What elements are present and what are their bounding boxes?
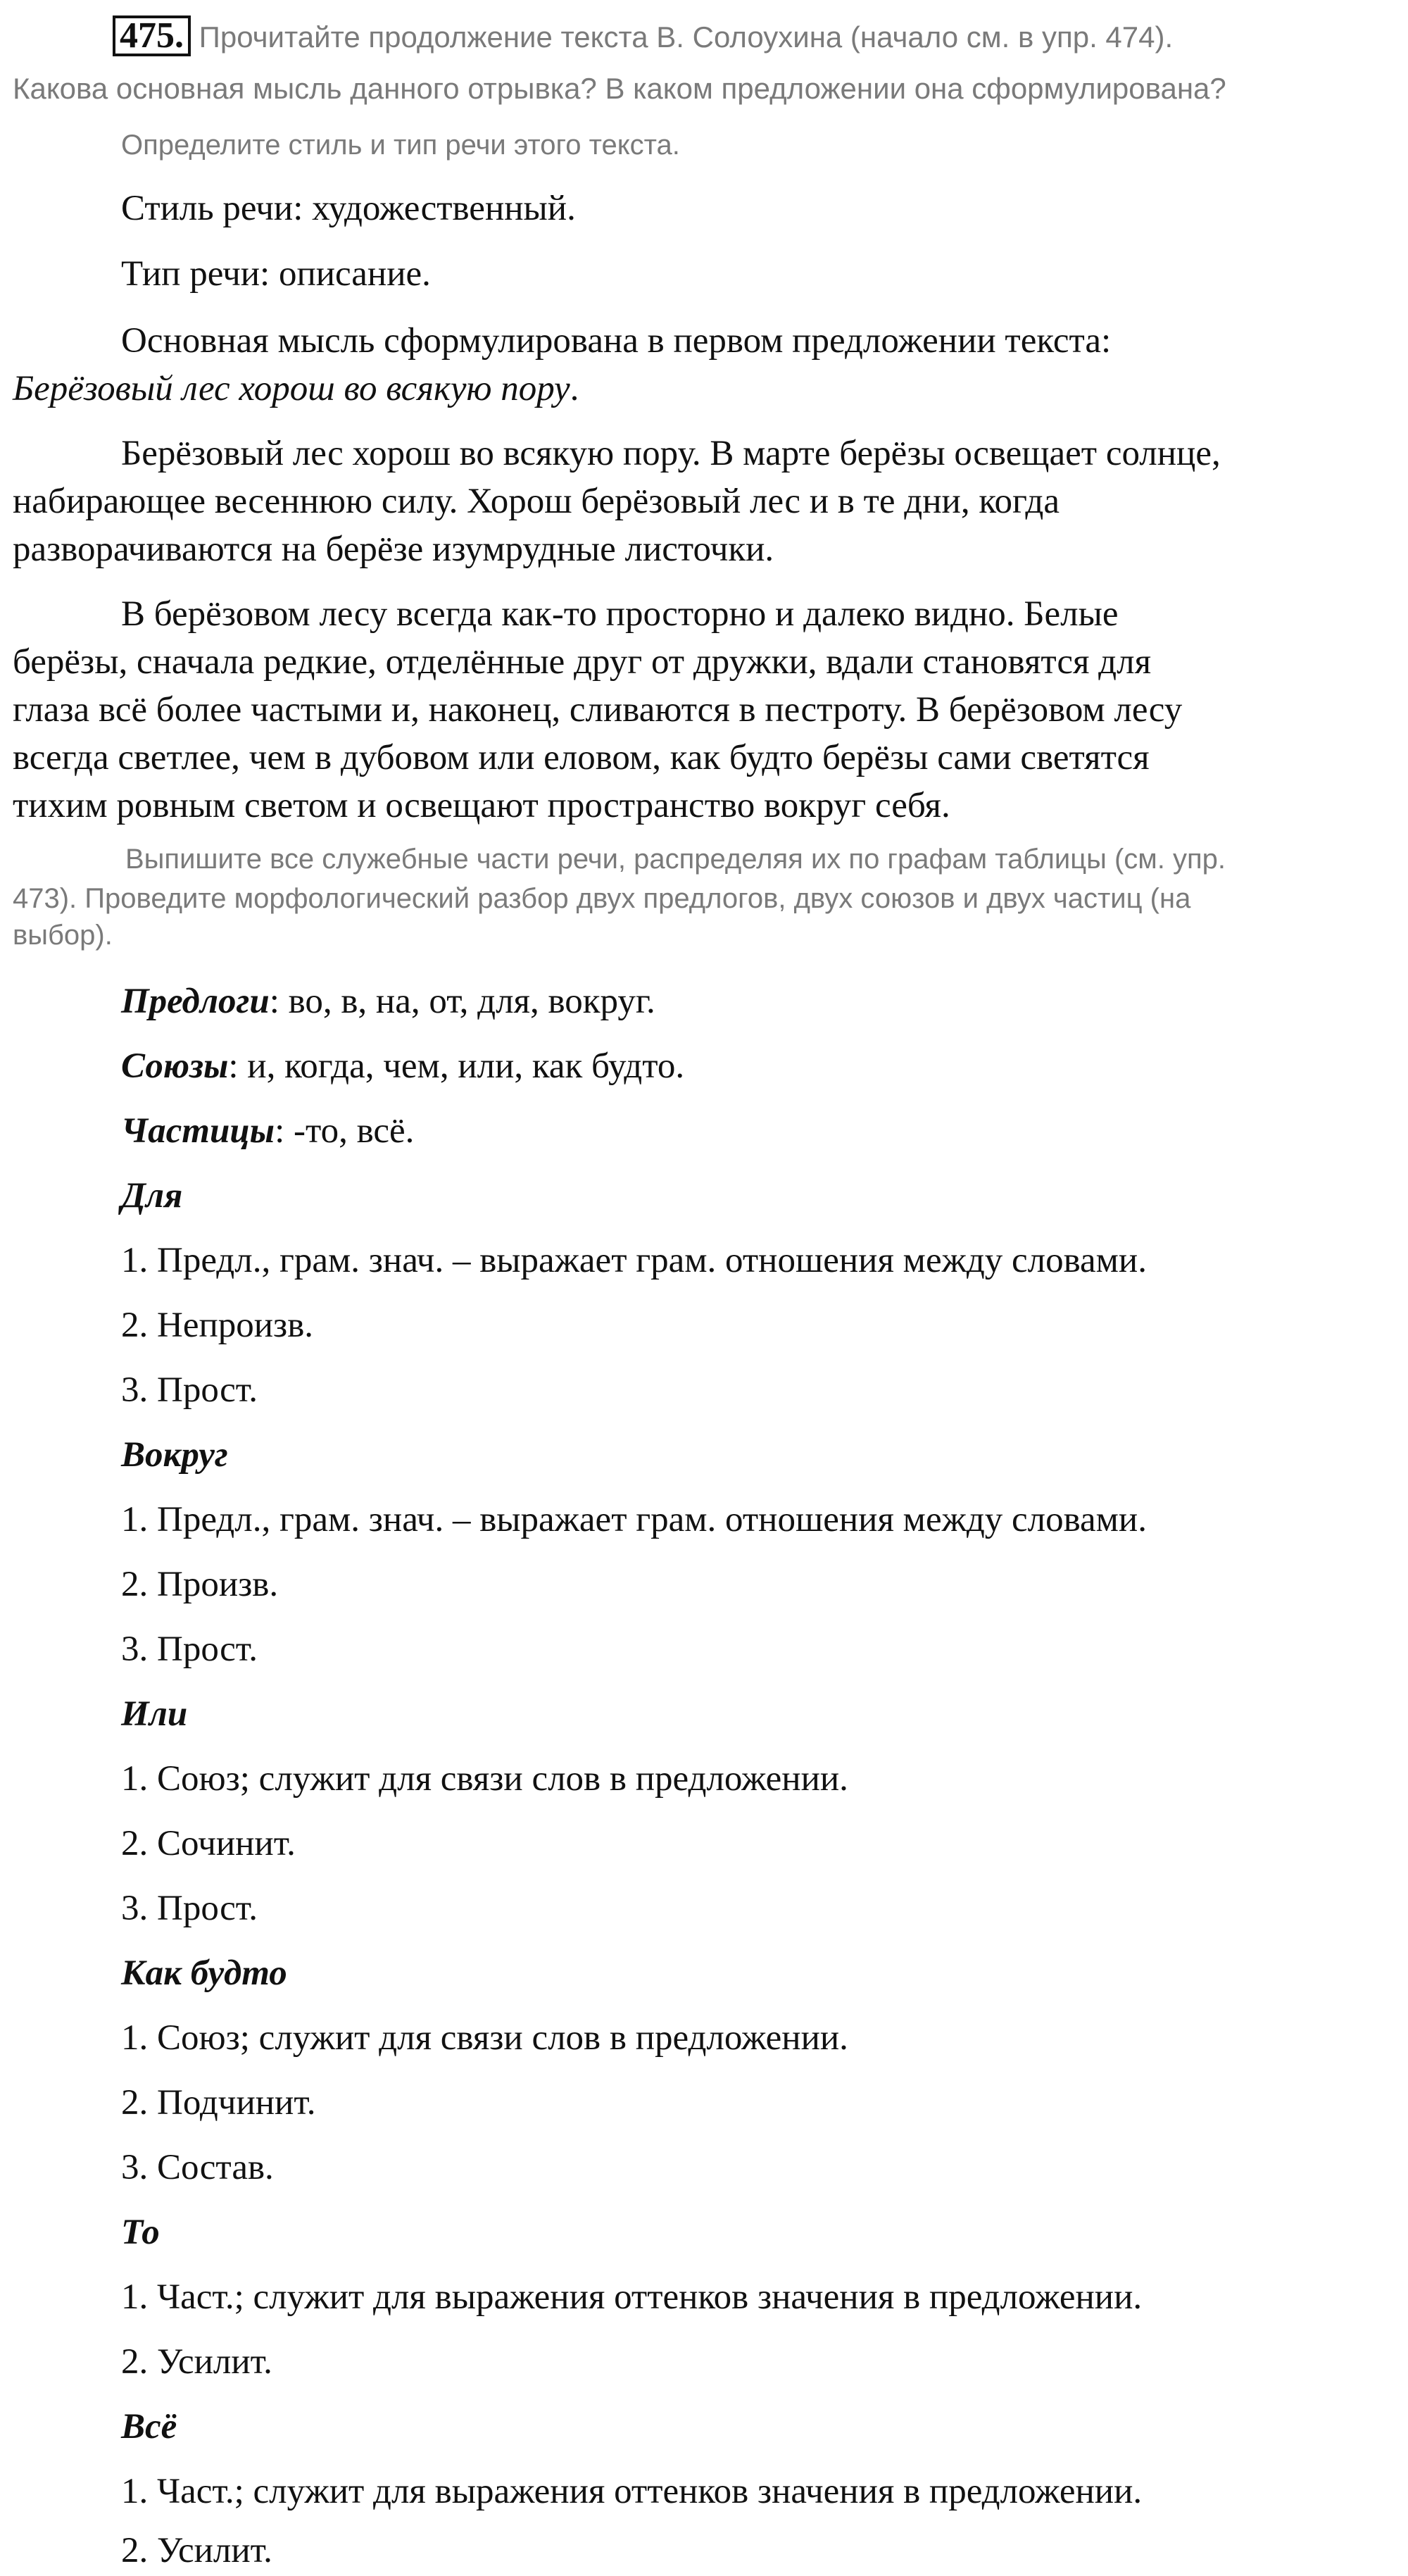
analysis-ili-line1: 1. Союз; служит для связи слов в предложении. [121, 1759, 848, 1799]
conjunctions-value: : и, когда, чем, или, как будто. [228, 1046, 685, 1086]
task2-line1: Выпишите все служебные части речи, распределяя их по графам таблицы (см. упр. [125, 844, 1226, 875]
particles-label: Частицы [121, 1111, 275, 1151]
analysis-to-title: То [121, 2213, 160, 2252]
task2-line2: 473). Проведите морфологический разбор двух предлогов, двух союзов и двух частиц (на [13, 883, 1191, 914]
analysis-vokrug-title: Вокруг [121, 1435, 228, 1475]
analysis-kak-budto-line3: 3. Состав. [121, 2148, 274, 2187]
main-idea-quote: Берёзовый лес хорош во всякую пору [13, 369, 570, 408]
analysis-ili-line2: 2. Сочинит. [121, 1824, 296, 1863]
text-p2-line2: берёзы, сначала редкие, отделённые друг от дружки, вдали становятся для [13, 642, 1152, 682]
analysis-vsyo-line2: 2. Усилит. [121, 2531, 272, 2570]
task-number: 475. [113, 15, 191, 56]
answer-style: Стиль речи: художественный. [121, 189, 576, 228]
analysis-dlya-title: Для [121, 1176, 183, 1215]
task-instruction-line1: Прочитайте продолжение текста В. Солоухина (начало см. в упр. 474). [199, 20, 1174, 54]
text-p2-line1: В берёзовом лесу всегда как-то просторно и далеко видно. Белые [121, 594, 1119, 634]
task-instruction-line3: Определите стиль и тип речи этого текста. [121, 130, 680, 161]
text-p1-line3: разворачиваются на берёзе изумрудные листочки. [13, 530, 774, 569]
prepositions-value: : во, в, на, от, для, вокруг. [269, 982, 655, 1021]
text-p2-line4: всегда светлее, чем в дубовом или еловом, как будто берёзы сами светятся [13, 738, 1150, 777]
text-p1-line1: Берёзовый лес хорош во всякую пору. В марте берёзы освещает солнце, [121, 434, 1221, 473]
prepositions-list [121, 977, 655, 1025]
text-p1-line2: набирающее весеннюю силу. Хорош берёзовый лес и в те дни, когда [13, 482, 1060, 521]
particles-list [121, 1107, 414, 1155]
analysis-kak-budto-line1: 1. Союз; служит для связи слов в предложении. [121, 2018, 848, 2058]
text-p2-line3: глаза всё более частыми и, наконец, сливаются в пестроту. В берёзовом лесу [13, 690, 1183, 730]
analysis-kak-budto-line2: 2. Подчинит. [121, 2083, 316, 2122]
analysis-vsyo-title: Всё [121, 2407, 177, 2446]
conjunctions-label: Союзы [121, 1046, 229, 1086]
particles-value: : -то, всё. [275, 1111, 415, 1151]
task2-line3: выбор). [13, 920, 113, 951]
analysis-dlya-line3: 3. Прост. [121, 1370, 258, 1410]
analysis-vsyo-line1: 1. Част.; служит для выражения оттенков значения в предложении. [121, 2472, 1143, 2511]
answer-main-idea-intro: Основная мысль сформулирована в первом предложении текста: [121, 321, 1112, 361]
analysis-vokrug-line3: 3. Прост. [121, 1630, 258, 1669]
analysis-ili-title: Или [121, 1694, 188, 1734]
analysis-dlya-line1: 1. Предл., грам. знач. – выражает грам. отношения между словами. [121, 1241, 1147, 1280]
analysis-kak-budto-title: Как будто [121, 1953, 287, 1993]
main-idea-period: . [570, 369, 579, 408]
analysis-to-line1: 1. Част.; служит для выражения оттенков значения в предложении. [121, 2277, 1143, 2317]
analysis-dlya-line2: 2. Непроизв. [121, 1306, 314, 1345]
task-instruction-line2: Какова основная мысль данного отрывка? В каком предложении она сформулирована? [13, 72, 1226, 105]
task-475-instruction [13, 15, 1393, 57]
analysis-vokrug-line1: 1. Предл., грам. знач. – выражает грам. отношения между словами. [121, 1500, 1147, 1539]
answer-speech-type: Тип речи: описание. [121, 254, 431, 294]
text-p2-line5: тихим ровным светом и освещают пространство вокруг себя. [13, 786, 950, 825]
analysis-ili-line3: 3. Прост. [121, 1889, 258, 1928]
conjunctions-list [121, 1042, 684, 1090]
analysis-to-line2: 2. Усилит. [121, 2342, 272, 2382]
prepositions-label: Предлоги [121, 982, 270, 1021]
analysis-vokrug-line2: 2. Произв. [121, 1565, 279, 1604]
answer-main-idea-quote-line [13, 365, 579, 413]
